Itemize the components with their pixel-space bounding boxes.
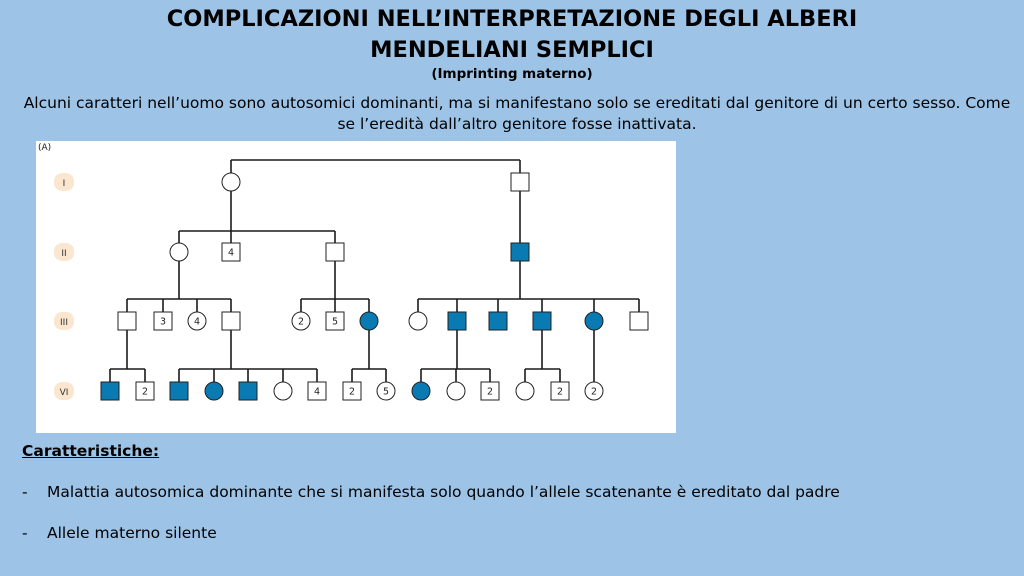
female-affected-symbol <box>360 312 378 330</box>
sibling-count-label: 5 <box>382 386 390 398</box>
features-heading: Caratteristiche: <box>22 442 160 460</box>
female-affected-symbol <box>205 382 223 400</box>
male-unaffected-symbol <box>118 312 136 330</box>
sibling-count-label: 2 <box>141 386 149 398</box>
title-line-1: COMPLICAZIONI NELL’INTERPRETAZIONE DEGLI ALBERI <box>166 6 858 32</box>
sibling-count-label: 2 <box>486 386 494 398</box>
sibling-count-label: 2 <box>556 386 564 398</box>
female-unaffected-symbol <box>516 382 534 400</box>
male-unaffected-symbol <box>222 312 240 330</box>
generation-label: I <box>62 179 66 189</box>
feature-item <box>22 483 840 501</box>
sibling-count-label: 2 <box>348 386 356 398</box>
male-unaffected-symbol <box>326 243 344 261</box>
bullet-dash: - <box>22 483 28 501</box>
female-affected-symbol <box>412 382 430 400</box>
male-affected-symbol <box>170 382 188 400</box>
male-affected-symbol <box>101 382 119 400</box>
male-unaffected-symbol <box>630 312 648 330</box>
generation-label: VI <box>59 388 69 398</box>
title-line-2: MENDELIANI SEMPLICI <box>370 37 654 63</box>
female-unaffected-symbol <box>274 382 292 400</box>
female-unaffected-symbol <box>222 173 240 191</box>
female-affected-symbol <box>585 312 603 330</box>
generation-label: II <box>61 249 67 259</box>
male-unaffected-symbol <box>511 173 529 191</box>
sibling-count-label: 2 <box>590 386 598 398</box>
slide-title <box>0 4 1024 66</box>
female-unaffected-symbol <box>170 243 188 261</box>
sibling-count-label: 4 <box>313 386 321 398</box>
slide-subtitle: (Imprinting materno) <box>431 66 593 82</box>
female-unaffected-symbol <box>447 382 465 400</box>
female-unaffected-symbol <box>409 312 427 330</box>
male-affected-symbol <box>489 312 507 330</box>
sibling-count-label: 5 <box>331 316 339 328</box>
sibling-count-label: 2 <box>297 316 305 328</box>
feature-text: Malattia autosomica dominante che si manifesta solo quando l’allele scatenante è ereditato dal padre <box>47 483 840 501</box>
male-affected-symbol <box>511 243 529 261</box>
sibling-count-label: 3 <box>159 316 167 328</box>
male-affected-symbol <box>448 312 466 330</box>
male-affected-symbol <box>533 312 551 330</box>
panel-label: (A) <box>38 143 52 153</box>
male-affected-symbol <box>239 382 257 400</box>
bullet-dash: - <box>22 524 28 542</box>
feature-text: Allele materno silente <box>47 524 217 542</box>
intro-paragraph: Alcuni caratteri nell’uomo sono autosomici dominanti, ma si manifestano solo se ereditati dal genitore di un certo sesso. Come se l’eredità dall’altro genitore fosse inattivata. <box>23 94 1011 133</box>
feature-item <box>22 524 217 542</box>
pedigree-panel <box>36 141 676 433</box>
pedigree-chart <box>36 141 676 433</box>
sibling-count-label: 4 <box>227 247 235 259</box>
sibling-count-label: 4 <box>193 316 201 328</box>
generation-label: III <box>60 318 68 328</box>
